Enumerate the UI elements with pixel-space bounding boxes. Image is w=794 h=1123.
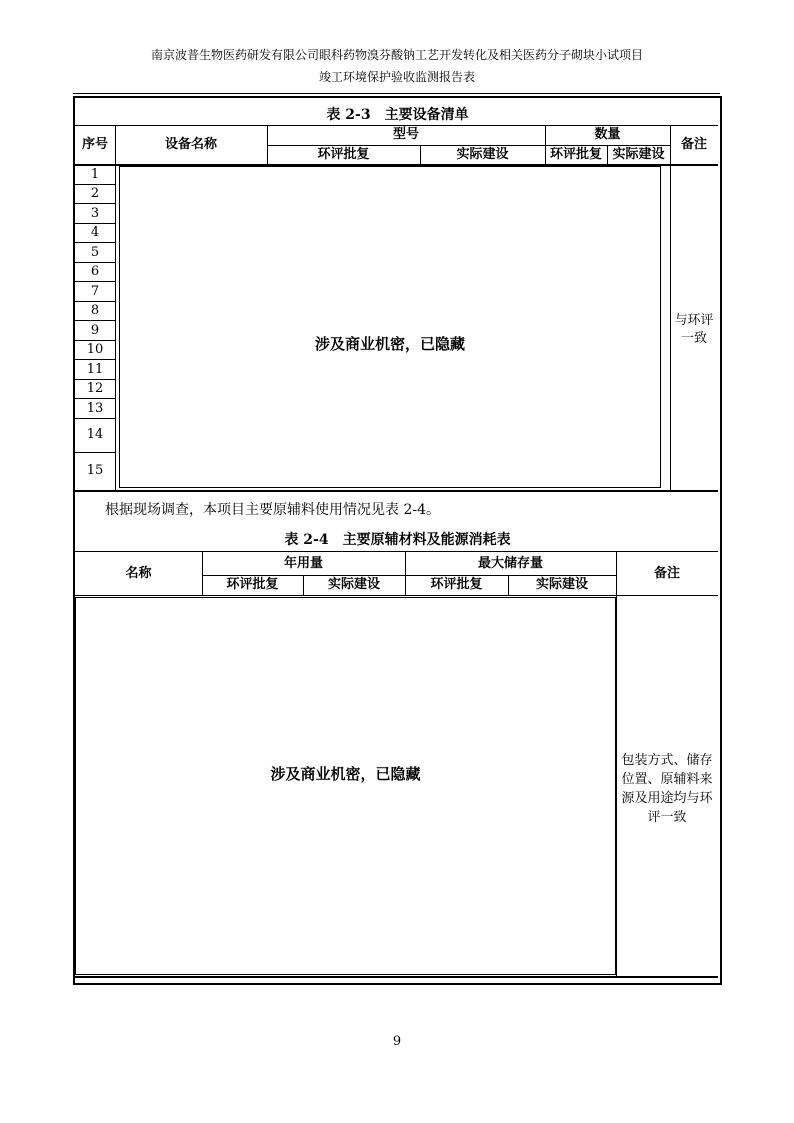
header-annual-actual: 实际建设 xyxy=(327,577,380,592)
redacted-notice: 涉及商业机密，已隐藏 xyxy=(270,765,421,783)
row-number: 11 xyxy=(86,362,104,377)
redacted-materials-block xyxy=(75,597,616,975)
row-rule xyxy=(75,452,115,453)
header-seq: 序号 xyxy=(81,137,108,152)
header-model: 型号 xyxy=(392,127,419,142)
remark-line-4: 评一致 xyxy=(647,810,687,825)
header-remark: 备注 xyxy=(680,137,707,152)
row-number: 13 xyxy=(86,401,104,416)
header-max-storage: 最大储存量 xyxy=(477,556,543,571)
remark-line-1: 与环评 xyxy=(674,313,714,328)
document-header-subtitle: 竣工环境保护验收监测报告表 xyxy=(318,70,475,84)
table-2-4-bottom-rule xyxy=(75,976,718,978)
table-2-3-bottom-rule xyxy=(75,490,718,492)
header-rule xyxy=(73,93,720,94)
row-number: 7 xyxy=(90,284,100,299)
header-quantity: 数量 xyxy=(594,127,621,142)
header-model-approved: 环评批复 xyxy=(317,147,370,162)
header-annual-usage: 年用量 xyxy=(283,556,323,571)
redacted-equipment-block xyxy=(119,166,661,488)
document-header-title: 南京波普生物医药研发有限公司眼科药物溴芬酸钠工艺开发转化及相关医药分子砌块小试项目 xyxy=(150,48,643,62)
header-annual-approved: 环评批复 xyxy=(226,577,279,592)
body-paragraph: 根据现场调查，本项目主要原辅料使用情况见表 2-4。 xyxy=(105,502,440,518)
row-rule xyxy=(75,242,115,243)
row-rule xyxy=(75,398,115,399)
header-qty-actual: 实际建设 xyxy=(612,147,665,162)
page-number: 9 xyxy=(392,1034,402,1049)
table-2-4-title: 表 2-4 主要原辅材料及能源消耗表 xyxy=(284,532,511,548)
row-number: 6 xyxy=(90,264,100,279)
row-number: 3 xyxy=(90,206,100,221)
col-rule xyxy=(670,125,671,491)
row-number: 9 xyxy=(90,323,100,338)
header-material-name: 名称 xyxy=(125,566,152,581)
table-2-3-title: 表 2-3 主要设备清单 xyxy=(326,107,469,123)
table-2-4-header-bottom-rule xyxy=(75,595,718,596)
row-number: 1 xyxy=(90,167,100,182)
table-2-4-top-rule xyxy=(75,551,718,552)
row-number: 8 xyxy=(90,303,100,318)
row-rule xyxy=(75,418,115,419)
header-equipment-name: 设备名称 xyxy=(164,137,217,152)
row-number: 15 xyxy=(86,463,104,478)
row-rule xyxy=(75,359,115,360)
row-number: 4 xyxy=(90,225,100,240)
row-number: 5 xyxy=(90,245,100,260)
remark-line-3: 源及用途均与环 xyxy=(621,791,713,806)
row-rule xyxy=(75,281,115,282)
row-number: 12 xyxy=(86,381,104,396)
header-storage-actual: 实际建设 xyxy=(535,577,588,592)
header-remark: 备注 xyxy=(653,566,680,581)
row-number: 14 xyxy=(86,427,104,442)
header-qty-approved: 环评批复 xyxy=(549,147,602,162)
row-number: 2 xyxy=(90,186,100,201)
remark-line-2: 一致 xyxy=(680,331,707,346)
remark-line-2: 位置、原辅料来 xyxy=(621,772,713,787)
remark-line-1: 包装方式、储存 xyxy=(621,753,713,768)
header-model-actual: 实际建设 xyxy=(456,147,509,162)
header-storage-approved: 环评批复 xyxy=(430,577,483,592)
col-rule xyxy=(115,125,116,491)
row-number: 10 xyxy=(86,342,104,357)
redacted-notice: 涉及商业机密，已隐藏 xyxy=(314,335,465,353)
row-rule xyxy=(75,203,115,204)
row-rule xyxy=(75,320,115,321)
